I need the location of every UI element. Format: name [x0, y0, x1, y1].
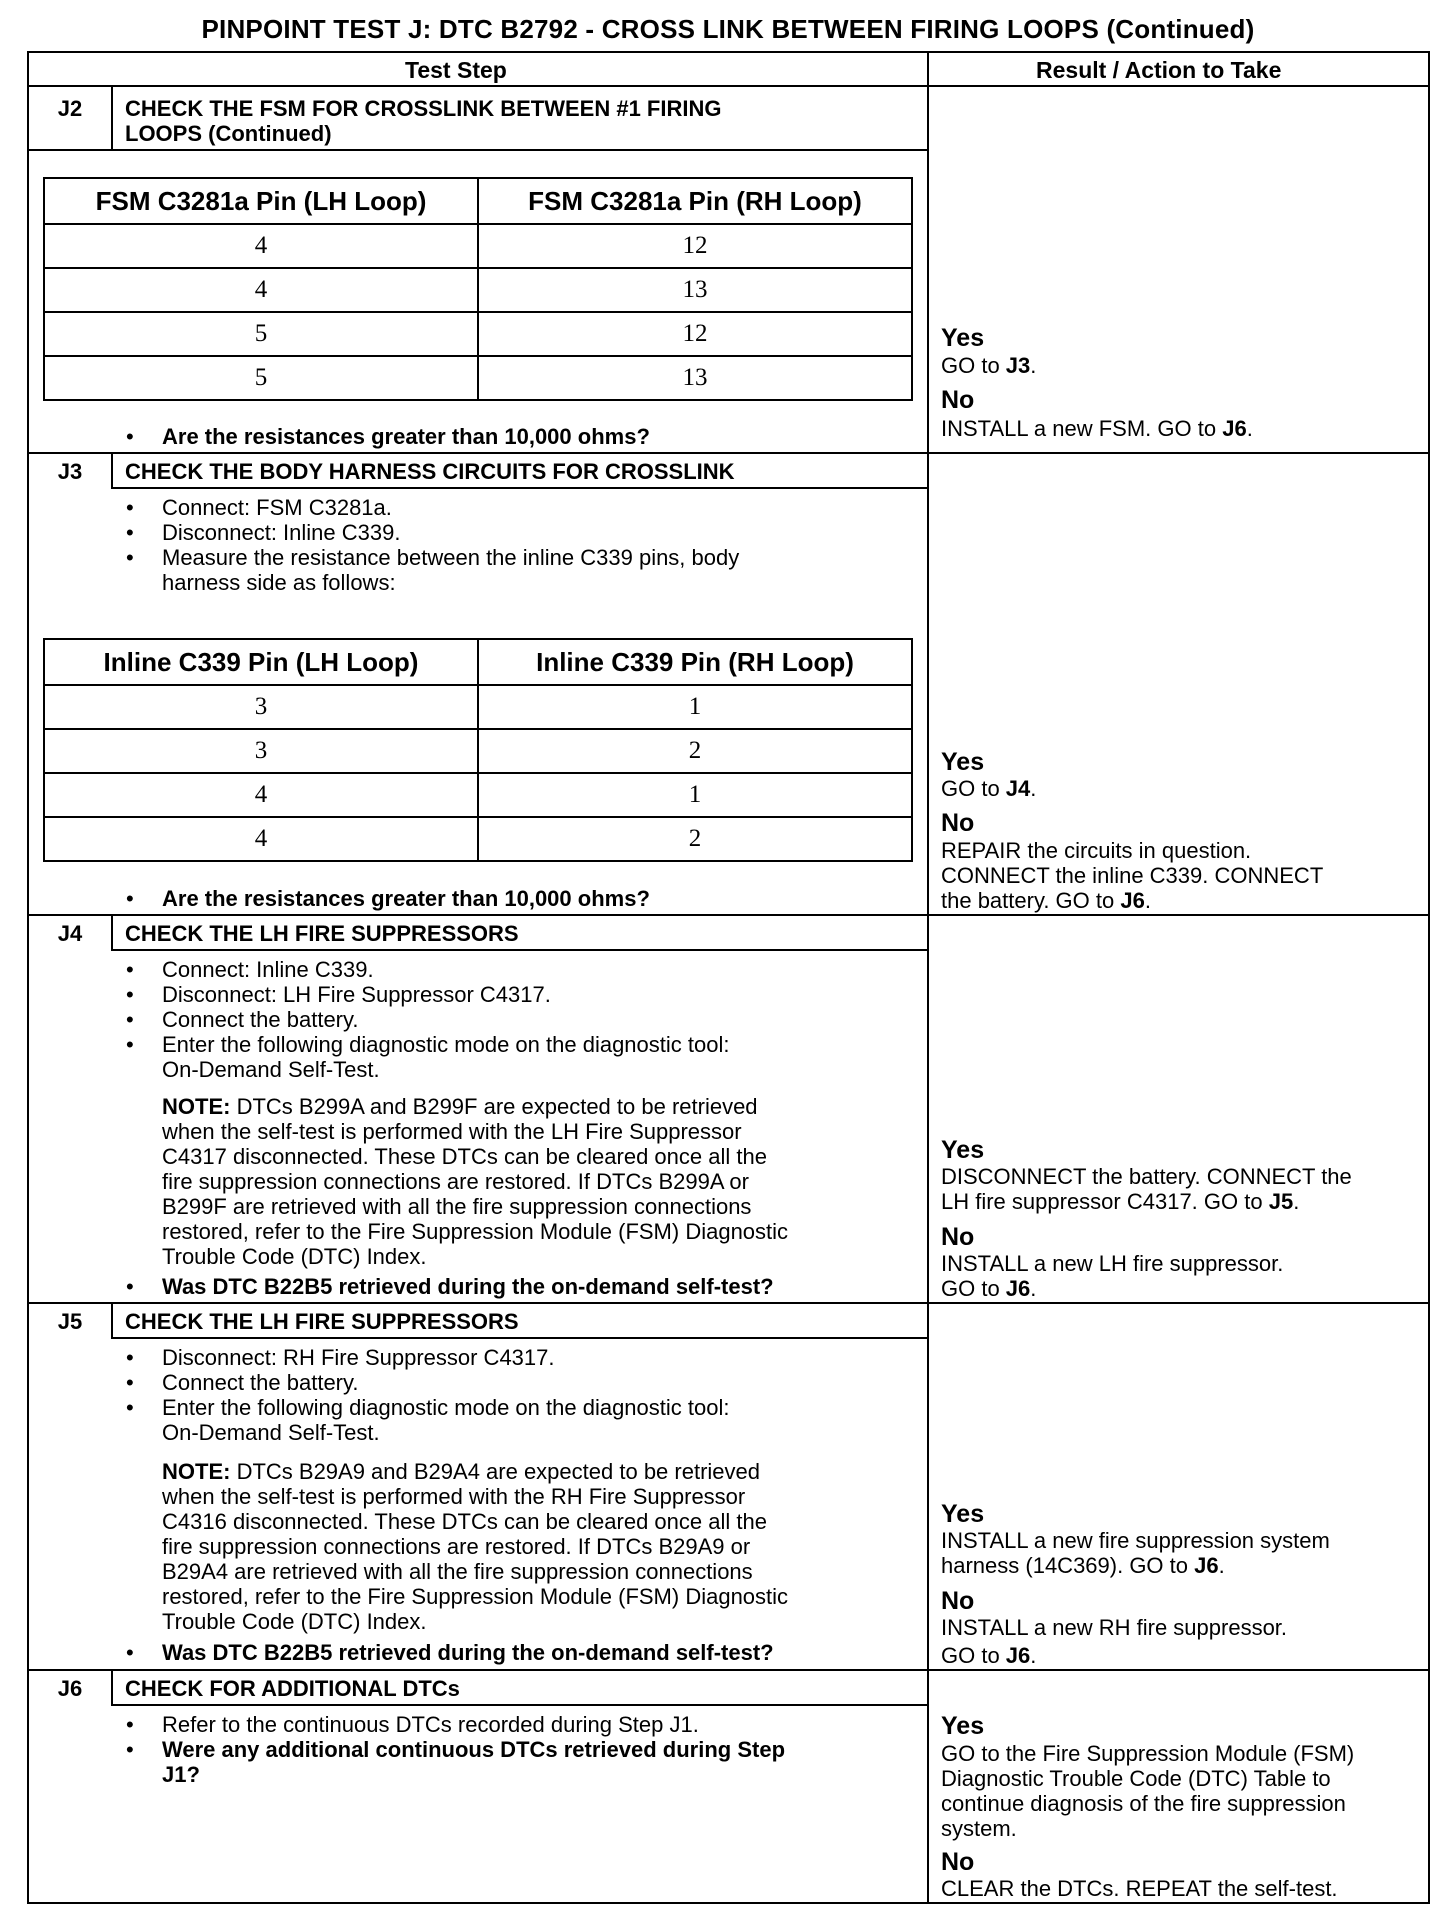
j5-yes-label: Yes [941, 1500, 985, 1528]
j6-bullet-1: • Refer to the continuous DTCs recorded during Step J1. [162, 1712, 699, 1737]
table-cell: 13 [478, 356, 912, 400]
j2-yes-label: Yes [941, 324, 985, 352]
j6-question-line1: • Were any additional continuous DTCs retrieved during Step [162, 1737, 785, 1762]
j5-title: CHECK THE LH FIRE SUPPRESSORS [125, 1309, 519, 1334]
j3-no-action-line1: REPAIR the circuits in question. [941, 838, 1252, 863]
j6-no-action: CLEAR the DTCs. REPEAT the self-test. [941, 1876, 1338, 1901]
table-row [44, 773, 912, 817]
j2-col-lh: FSM C3281a Pin (LH Loop) [44, 178, 478, 224]
header-test-step: Test Step [405, 57, 507, 83]
j6-yes-label: Yes [941, 1712, 985, 1740]
j3-yes-label: Yes [941, 748, 985, 776]
table-header-row [44, 178, 912, 224]
table-header-row [44, 639, 912, 685]
header-result-action: Result / Action to Take [1036, 57, 1282, 83]
j6-yes-action-line2: Diagnostic Trouble Code (DTC) Table to [941, 1766, 1331, 1791]
j2-no-label: No [941, 386, 975, 414]
j5-no-action-line1: INSTALL a new RH fire suppressor. [941, 1615, 1288, 1640]
table-cell: 1 [478, 685, 912, 729]
table-cell: 12 [478, 224, 912, 268]
table-cell: 1 [478, 773, 912, 817]
table-row [44, 729, 912, 773]
table-row [44, 356, 912, 400]
j4-bullet-3: • Connect the battery. [162, 1007, 359, 1032]
j3-title: CHECK THE BODY HARNESS CIRCUITS FOR CROSSLINK [125, 459, 735, 484]
table-cell: 12 [478, 312, 912, 356]
step-id-j3: J3 [57, 459, 83, 484]
table-cell: 5 [44, 356, 478, 400]
j2-yes-action: GO to J3. [941, 353, 1037, 378]
table-row [44, 817, 912, 861]
j2-title-line2: LOOPS (Continued) [125, 121, 332, 146]
table-row [44, 224, 912, 268]
j5-note-line5: B29A4 are retrieved with all the fire suppression connections [162, 1559, 753, 1584]
table-cell: 3 [44, 729, 478, 773]
j2-pin-table [43, 177, 913, 401]
j2-title-line1: CHECK THE FSM FOR CROSSLINK BETWEEN #1 FIRING [125, 96, 722, 121]
j2-col-rh: FSM C3281a Pin (RH Loop) [478, 178, 912, 224]
j4-no-label: No [941, 1223, 975, 1251]
header-divider [27, 85, 1430, 87]
j4-bullet-1: • Connect: Inline C339. [162, 957, 374, 982]
table-cell: 3 [44, 685, 478, 729]
table-cell: 4 [44, 773, 478, 817]
j4-note-line1: NOTE: DTCs B299A and B299F are expected to be retrieved [162, 1094, 758, 1119]
j4-no-action-line2: GO to J6. [941, 1276, 1037, 1301]
j5-note-line7: Trouble Code (DTC) Index. [162, 1609, 427, 1634]
j3-pin-table [43, 638, 913, 862]
table-cell: 13 [478, 268, 912, 312]
j6-no-label: No [941, 1848, 975, 1876]
j4-note-line6: restored, refer to the Fire Suppression Module (FSM) Diagnostic [162, 1219, 789, 1244]
table-cell: 4 [44, 817, 478, 861]
j5-bullet-2: • Connect the battery. [162, 1370, 359, 1395]
j5-note-line4: fire suppression connections are restored. If DTCs B29A9 or [162, 1534, 751, 1559]
j3-question: • Are the resistances greater than 10,000 ohms? [162, 886, 650, 911]
j2-no-action: INSTALL a new FSM. GO to J6. [941, 416, 1253, 441]
j3-col-rh: Inline C339 Pin (RH Loop) [478, 639, 912, 685]
j6-question-line2: J1? [162, 1762, 200, 1787]
j4-note-line7: Trouble Code (DTC) Index. [162, 1244, 427, 1269]
table-row [44, 685, 912, 729]
j5-yes-action-line2: harness (14C369). GO to J6. [941, 1553, 1225, 1578]
step-id-j4: J4 [57, 921, 83, 946]
j3-col-lh: Inline C339 Pin (LH Loop) [44, 639, 478, 685]
j5-bullet-1: • Disconnect: RH Fire Suppressor C4317. [162, 1345, 555, 1370]
table-cell: 2 [478, 729, 912, 773]
j5-yes-action-line1: INSTALL a new fire suppression system [941, 1528, 1330, 1553]
table-cell: 2 [478, 817, 912, 861]
step-id-j5: J5 [57, 1309, 83, 1334]
j5-note-line1: NOTE: DTCs B29A9 and B29A4 are expected to be retrieved [162, 1459, 760, 1484]
j4-bullet-2: • Disconnect: LH Fire Suppressor C4317. [162, 982, 551, 1007]
j3-no-action-line2: CONNECT the inline C339. CONNECT [941, 863, 1324, 888]
table-cell: 4 [44, 268, 478, 312]
j4-yes-action-line1: DISCONNECT the battery. CONNECT the [941, 1164, 1352, 1189]
j3-no-label: No [941, 809, 975, 837]
j4-question: • Was DTC B22B5 retrieved during the on-demand self-test? [162, 1274, 774, 1299]
j6-yes-action-line4: system. [941, 1816, 1017, 1841]
j6-yes-action-line1: GO to the Fire Suppression Module (FSM) [941, 1741, 1355, 1766]
j5-question: • Was DTC B22B5 retrieved during the on-demand self-test? [162, 1640, 774, 1665]
j2-question: • Are the resistances greater than 10,000 ohms? [162, 424, 650, 449]
table-row [44, 268, 912, 312]
j5-no-label: No [941, 1587, 975, 1615]
j4-title: CHECK THE LH FIRE SUPPRESSORS [125, 921, 519, 946]
j3-bullet-1: • Connect: FSM C3281a. [162, 495, 392, 520]
page-title: PINPOINT TEST J: DTC B2792 - CROSS LINK BETWEEN FIRING LOOPS (Continued) [201, 14, 1255, 44]
step-id-j2: J2 [57, 96, 83, 121]
j5-bullet-3: • Enter the following diagnostic mode on the diagnostic tool: [162, 1395, 729, 1420]
j3-bullet-3: • Measure the resistance between the inline C339 pins, body [162, 545, 739, 570]
j4-note-line5: B299F are retrieved with all the fire suppression connections [162, 1194, 752, 1219]
j3-no-action-line3: the battery. GO to J6. [941, 888, 1151, 913]
j5-note-line6: restored, refer to the Fire Suppression Module (FSM) Diagnostic [162, 1584, 789, 1609]
j6-title: CHECK FOR ADDITIONAL DTCs [125, 1676, 460, 1701]
j4-note-line2: when the self-test is performed with the LH Fire Suppressor [162, 1119, 742, 1144]
j5-note-line2: when the self-test is performed with the RH Fire Suppressor [162, 1484, 746, 1509]
j3-bullet-3-cont: harness side as follows: [162, 570, 396, 595]
table-cell: 5 [44, 312, 478, 356]
j3-bullet-2: • Disconnect: Inline C339. [162, 520, 400, 545]
j5-no-action-line2: GO to J6. [941, 1643, 1037, 1668]
j4-note-line3: C4317 disconnected. These DTCs can be cleared once all the [162, 1144, 767, 1169]
j6-yes-action-line3: continue diagnosis of the fire suppression [941, 1791, 1346, 1816]
step-id-j6: J6 [57, 1676, 83, 1701]
j4-bullet-4-cont: On-Demand Self-Test. [162, 1057, 380, 1082]
j3-yes-action: GO to J4. [941, 776, 1037, 801]
j4-no-action-line1: INSTALL a new LH fire suppressor. [941, 1251, 1284, 1276]
j4-bullet-4: • Enter the following diagnostic mode on the diagnostic tool: [162, 1032, 729, 1057]
j4-note-line4: fire suppression connections are restored. If DTCs B299A or [162, 1169, 749, 1194]
j5-note-line3: C4316 disconnected. These DTCs can be cleared once all the [162, 1509, 767, 1534]
table-row [44, 312, 912, 356]
column-divider [927, 51, 929, 1904]
j5-bullet-3-cont: On-Demand Self-Test. [162, 1420, 380, 1445]
j4-yes-label: Yes [941, 1136, 985, 1164]
table-cell: 4 [44, 224, 478, 268]
j4-yes-action-line2: LH fire suppressor C4317. GO to J5. [941, 1189, 1300, 1214]
